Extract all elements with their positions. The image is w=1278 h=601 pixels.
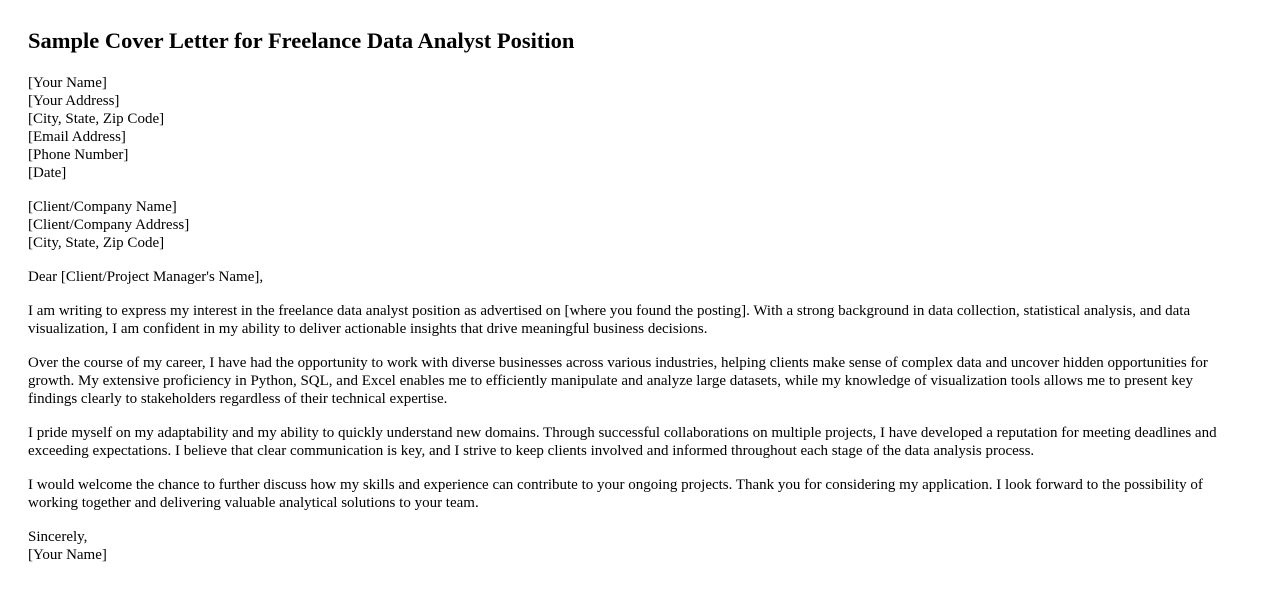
page-title: Sample Cover Letter for Freelance Data Analyst Position [28,28,575,53]
sender-address: [Your Address] [28,93,120,109]
sender-phone: [Phone Number] [28,147,129,163]
body-paragraph-intro: I am writing to express my interest in the freelance data analyst position as advertised on [where you found the posting]. With a strong background in data collection, statistical analysis, and data visualization, I am confident in my ability to deliver actionable insights that drive meaningful business decisions. [28,303,1191,337]
recipient-city-state-zip: [City, State, Zip Code] [28,235,165,251]
signoff: Sincerely, [28,529,88,545]
signature-block [28,528,1250,564]
letter-date: [Date] [28,165,67,181]
salutation: Dear [Client/Project Manager's Name], [28,269,264,285]
sender-city-state-zip: [City, State, Zip Code] [28,111,165,127]
sender-address-block [28,74,1250,182]
signature-name: [Your Name] [28,547,107,563]
recipient-company-address: [Client/Company Address] [28,217,190,233]
sender-name: [Your Name] [28,75,107,91]
body-paragraph-adaptability: I pride myself on my adaptability and my ability to quickly understand new domains. Through successful collaborations on multiple projects, I have developed a reputation for meeting deadlines and exceeding expectations. I believe that clear communication is key, and I strive to keep clients involved and informed throughout each stage of the data analysis process. [28,425,1217,459]
recipient-company-name: [Client/Company Name] [28,199,177,215]
sender-email: [Email Address] [28,129,126,145]
recipient-address-block [28,198,1250,252]
body-paragraph-closing: I would welcome the chance to further discuss how my skills and experience can contribute to your ongoing projects. Thank you for considering my application. I look forward to the possibility of working together and delivering valuable analytical solutions to your team. [28,477,1203,511]
body-paragraph-experience: Over the course of my career, I have had the opportunity to work with diverse businesses across various industries, helping clients make sense of complex data and uncover hidden opportunities for growth. My extensive proficiency in Python, SQL, and Excel enables me to efficiently manipulate and analyze large datasets, while my knowledge of visualization tools allows me to present key findings clearly to stakeholders regardless of their technical expertise. [28,355,1208,407]
